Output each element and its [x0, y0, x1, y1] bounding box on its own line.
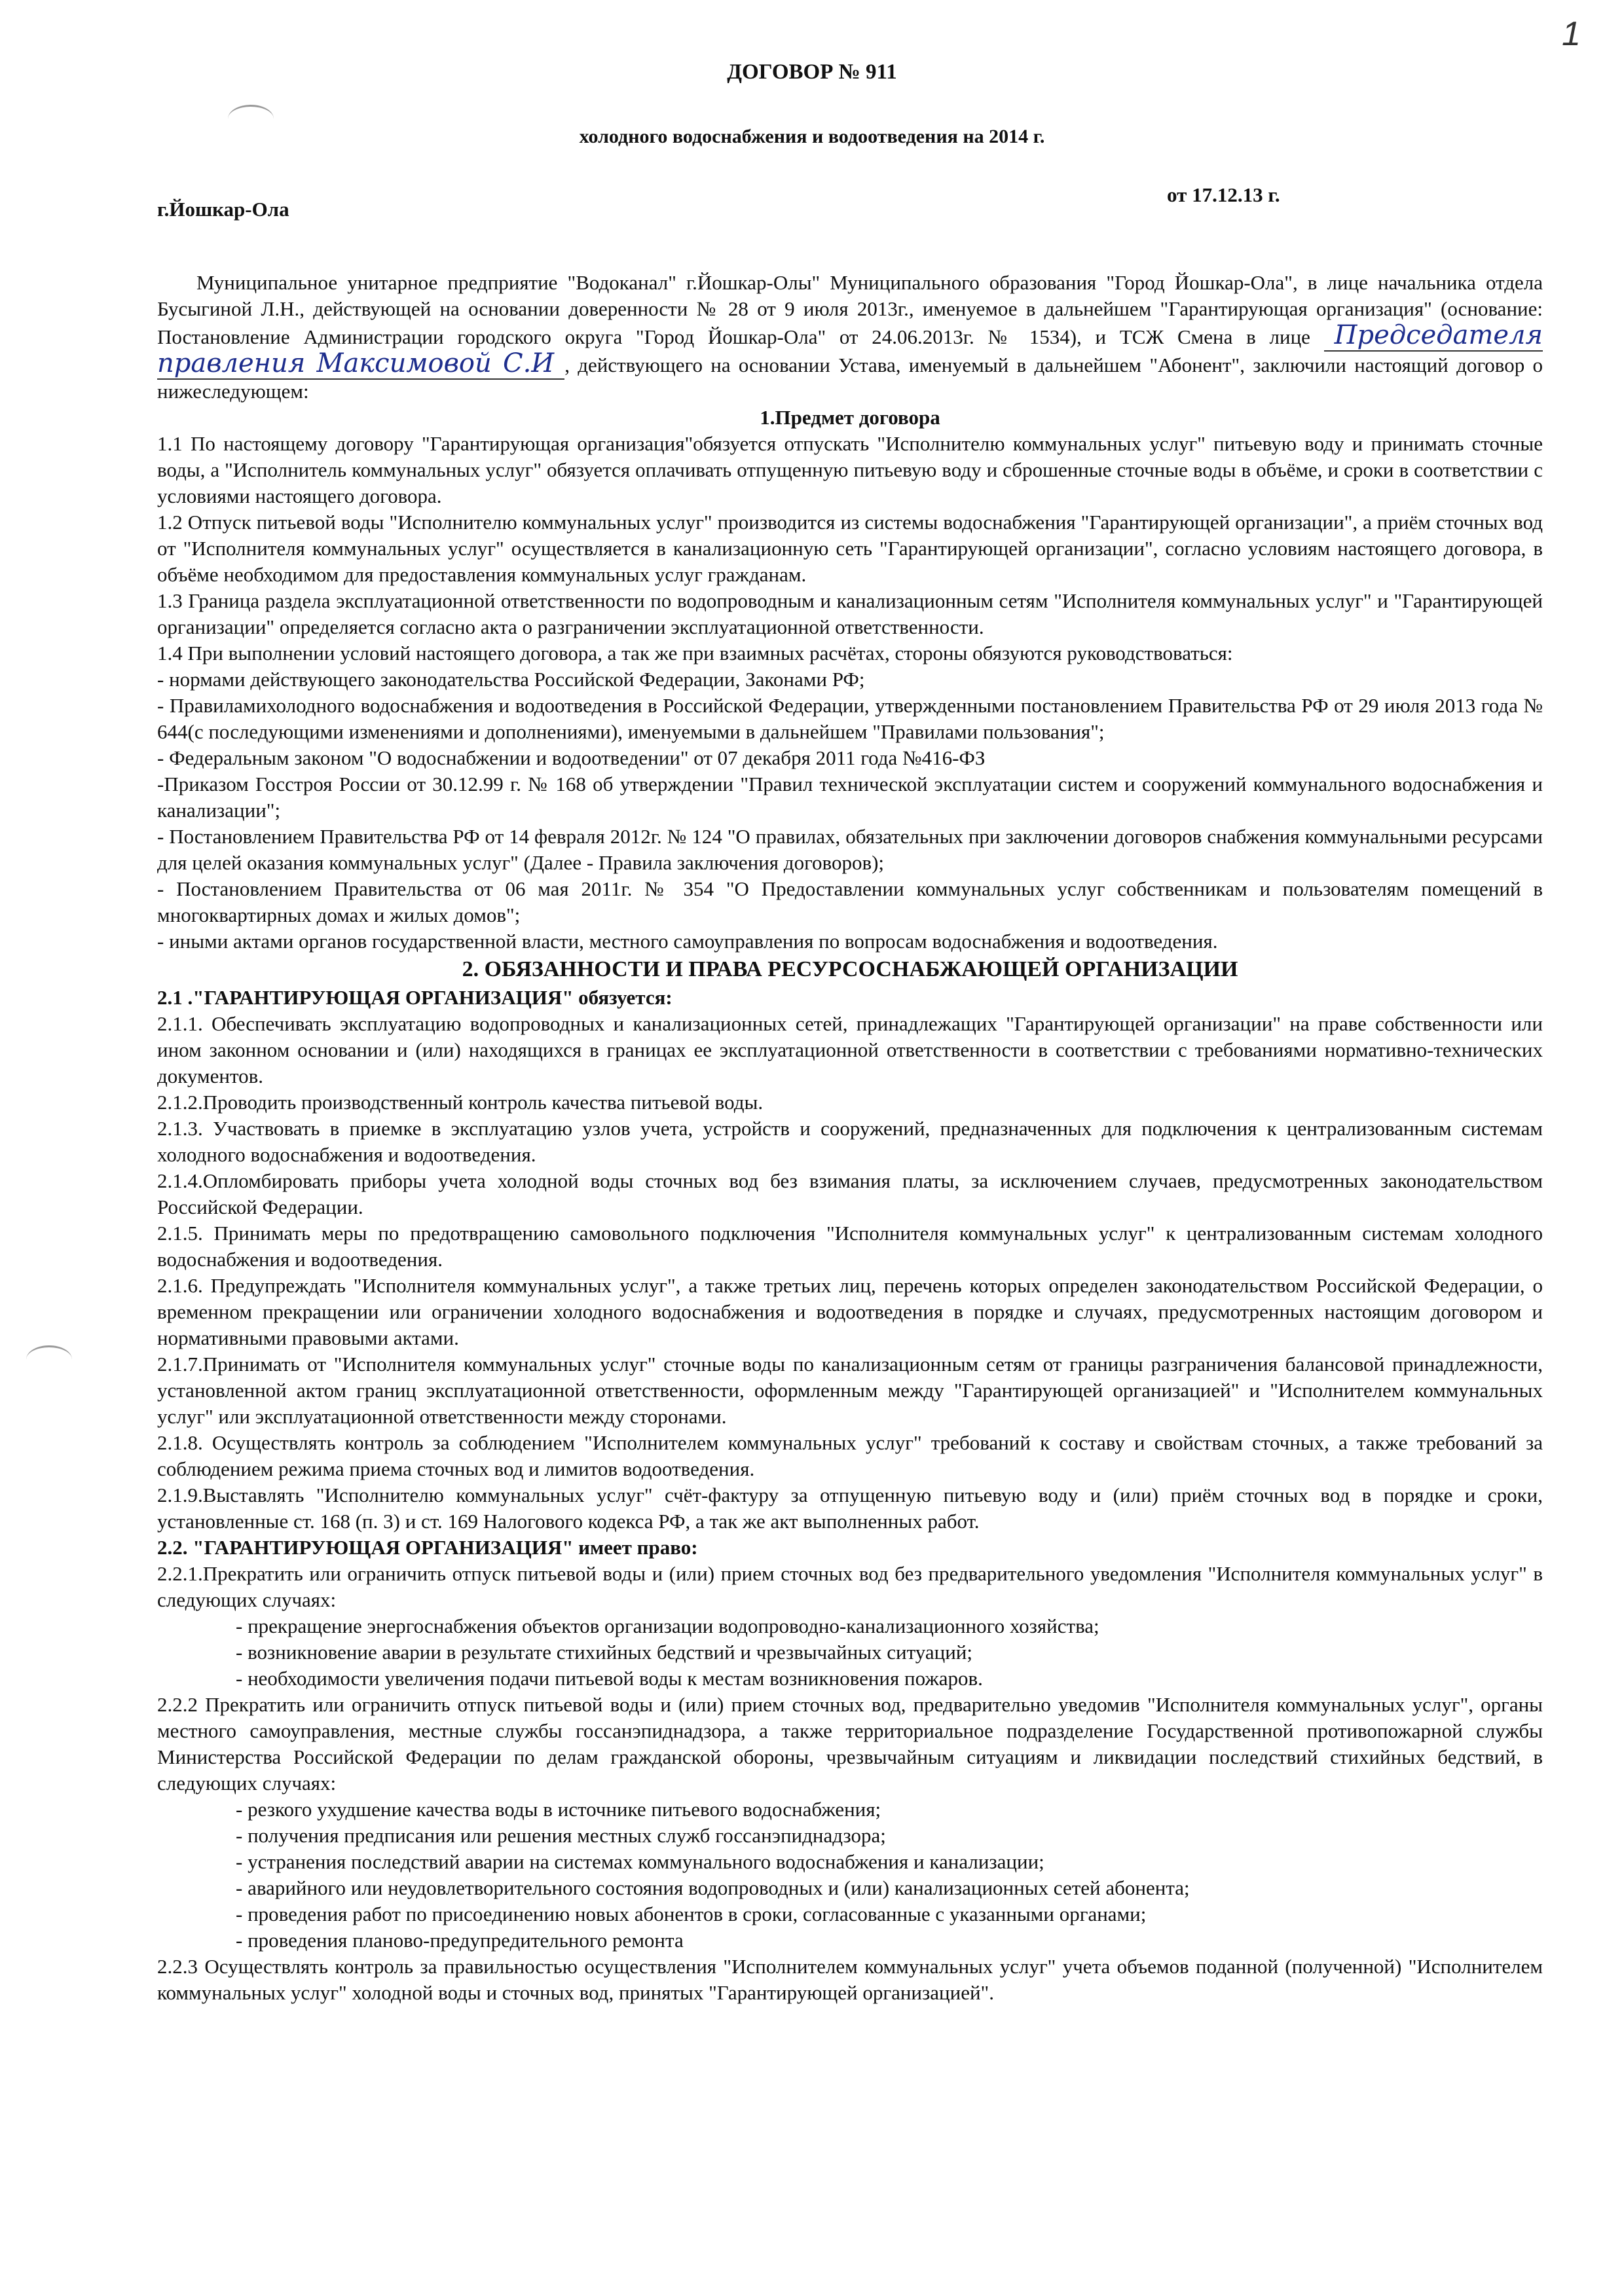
- clause-2-1-6: 2.1.6. Предупреждать "Исполнителя коммунальных услуг", а также третьих лиц, перечень которых определен законодательством Российской Федерации, о временном прекращении или ограничении холодного водоснабжения и водоотведения в порядке и случаях, предусмотренных настоящим договором и нормативными правовыми актами.: [157, 1274, 1543, 1349]
- case-item: - проведения планово-предупредительного ремонта: [236, 1929, 684, 1952]
- paragraph-1-4: 1.4 При выполнении условий настоящего договора, а так же при взаимных расчётах, стороны обязуются руководствоваться:: [157, 642, 1233, 665]
- contract-body: [157, 270, 1543, 2006]
- clause-2-1-3: 2.1.3. Участвовать в приемке в эксплуатацию узлов учета, устройств и сооружений, предназначенных для подключения к централизованным системам холодного водоснабжения и водоотведения.: [157, 1117, 1543, 1166]
- case-item: - устранения последствий аварии на системах коммунального водоснабжения и канализации;: [236, 1850, 1044, 1873]
- paragraph-1-3: 1.3 Граница раздела эксплуатационной ответственности по водопроводным и канализационным сетям "Исполнителя коммунальных услуг" и "Гарантирующей организации" определяется согласно акта о разграничении эксплуатационной ответственности.: [157, 589, 1543, 638]
- law-item: - Постановлением Правительства от 06 мая 2011г. № 354 "О Предоставлении коммунальных услуг собственникам и пользователям помещений в многоквартирных домах и жилых домов";: [157, 877, 1543, 926]
- paragraph-1-1: 1.1 По настоящему договору "Гарантирующая организация"обязуется отпускать "Исполнителю коммунальных услуг" питьевую воду и принимать сточные воды, а "Исполнитель коммунальных услуг" обязуется оплачивать отпущенную питьевую воду и сброшенные сточные воды в объёме, и сроки в соответствии с условиями настоящего договора.: [157, 432, 1543, 507]
- case-item: - возникновение аварии в результате стихийных бедствий и чрезвычайных ситуаций;: [236, 1641, 972, 1664]
- contract-date: от 17.12.13 г.: [1167, 183, 1280, 206]
- subsection-2-2-heading: 2.2. "ГАРАНТИРУЮЩАЯ ОРГАНИЗАЦИЯ" имеет право:: [157, 1536, 698, 1559]
- intro-part1: Муниципальное унитарное предприятие "Водоканал" г.Йошкар-Олы" Муниципального образования "Город Йошкар-Ола", в лице начальника отдела Бусыгиной Л.Н., действующей на основании доверенности № 28 от 9 июля 2013г., именуемое в дальнейшем "Гарантирующая организация" (основание: Постановление Администрации городского округа "Город Йошкар-Ола" от 24.06.2013г. № 1534), и ТСЖ Смена в лице: [157, 271, 1543, 348]
- contract-subtitle: холодного водоснабжения и водоотведения на 2014 г.: [579, 126, 1045, 147]
- clause-2-2-1: 2.2.1.Прекратить или ограничить отпуск питьевой воды и (или) прием сточных вод без предварительного уведомления "Исполнителя коммунальных услуг" в следующих случаях:: [157, 1562, 1543, 1611]
- clause-2-1-9: 2.1.9.Выставлять "Исполнителю коммунальных услуг" счёт-фактуру за отпущенную питьевую воду и (или) приём сточных вод в порядке и сроки, установленные ст. 168 (п. 3) и ст. 169 Налогового кодекса РФ, а так же акт выполненных работ.: [157, 1484, 1543, 1533]
- clause-2-2-2: 2.2.2 Прекратить или ограничить отпуск питьевой воды и (или) прием сточных вод, предварительно уведомив "Исполнителя коммунальных услуг", органы местного самоуправления, местные службы госсанэпиднадзора, а также территориальное подразделение Государственной противопожарной службы Министерства Российской Федерации по делам гражданской обороны, чрезвычайным ситуациям и ликвидации последствий стихийных бедствий, в следующих случаях:: [157, 1693, 1543, 1795]
- clause-2-1-5: 2.1.5. Принимать меры по предотвращению самовольного подключения "Исполнителя коммунальных услуг" к централизованным системам холодного водоснабжения и водоотведения.: [157, 1222, 1543, 1271]
- law-item: - Постановлением Правительства РФ от 14 февраля 2012г. № 124 "О правилах, обязательных при заключении договоров снабжения коммунальными ресурсами для целей оказания коммунальных услуг" (Далее - Правила заключения договоров);: [157, 825, 1543, 874]
- law-item: - нормами действующего законодательства Российской Федерации, Законами РФ;: [157, 668, 865, 691]
- clause-2-1-8: 2.1.8. Осуществлять контроль за соблюдением "Исполнителем коммунальных услуг" требований к составу и свойствам сточных, а также требований за соблюдением режима приема сточных вод и лимитов водоотведения.: [157, 1431, 1543, 1480]
- case-item: - прекращение энергоснабжения объектов организации водопроводно-канализационного хозяйства;: [236, 1614, 1099, 1637]
- paragraph-1-2: 1.2 Отпуск питьевой воды "Исполнителю коммунальных услуг" производится из системы водоснабжения "Гарантирующей организации", а приём сточных вод от "Исполнителя коммунальных услуг" осуществляется в канализационную сеть "Гарантирующей организации", согласно условиям настоящего договора, в объёме необходимом для предоставления коммунальных услуг гражданам.: [157, 511, 1543, 586]
- case-item: - получения предписания или решения местных служб госсанэпиднадзора;: [236, 1824, 886, 1847]
- law-item: -Приказом Госстроя России от 30.12.99 г. № 168 об утверждении "Правил технической эксплуатации систем и сооружений коммунального водоснабжения и канализации";: [157, 773, 1543, 822]
- page-number: 1: [1562, 15, 1581, 53]
- intro-part2: , действующего на основании Устава, именуемый в дальнейшем "Абонент", заключили настоящий договор о нижеследующем:: [157, 354, 1543, 403]
- section-2-heading: 2. ОБЯЗАННОСТИ И ПРАВА РЕСУРСОСНАБЖАЮЩЕЙ ОРГАНИЗАЦИИ: [462, 957, 1238, 981]
- clause-2-1-7: 2.1.7.Принимать от "Исполнителя коммунальных услуг" сточные воды по канализационным сетям от границы разграничения балансовой принадлежности, установленной актом границ эксплуатационной ответственности, оформленным между "Гарантирующей организацией" и "Исполнителем коммунальных услуг" или эксплуатационной ответственности между сторонами.: [157, 1353, 1543, 1428]
- scan-mark: [26, 1345, 72, 1374]
- subsection-2-1-heading: 2.1 ."ГАРАНТИРУЮЩАЯ ОРГАНИЗАЦИЯ" обязуется:: [157, 986, 673, 1009]
- case-item: - резкого ухудшение качества воды в источнике питьевого водоснабжения;: [236, 1798, 881, 1821]
- clause-2-1-2: 2.1.2.Проводить производственный контроль качества питьевой воды.: [157, 1091, 764, 1114]
- clause-2-2-3: 2.2.3 Осуществлять контроль за правильностью осуществления "Исполнителем коммунальных услуг" учета объемов поданной (полученной) "Исполнителем коммунальных услуг" холодной воды и сточных вод, принятых "Гарантирующей организацией".: [157, 1955, 1543, 2004]
- law-item: - иными актами органов государственной власти, местного самоуправления по вопросам водоснабжения и водоотведения.: [157, 930, 1218, 953]
- clause-2-1-4: 2.1.4.Опломбировать приборы учета холодной воды сточных вод без взимания платы, за исключением случаев, предусмотренных законодательством Российской Федерации.: [157, 1169, 1543, 1218]
- law-item: - Правиламихолодного водоснабжения и водоотведения в Российской Федерации, утвержденными постановлением Правительства РФ от 29 июля 2013 года № 644(с последующими изменениями и дополнениями), именуемыми в дальнейшем "Правилами пользования";: [157, 694, 1543, 743]
- case-item: - необходимости увеличения подачи питьевой воды к местам возникновения пожаров.: [236, 1667, 983, 1690]
- contract-title: ДОГОВОР № 911: [727, 60, 897, 84]
- city: г.Йошкар-Ола: [157, 198, 289, 221]
- law-item: - Федеральным законом "О водоснабжении и водоотведении" от 07 декабря 2011 года №416-ФЗ: [157, 746, 986, 769]
- section-1-heading: 1.Предмет договора: [760, 406, 940, 429]
- clause-2-1-1: 2.1.1. Обеспечивать эксплуатацию водопроводных и канализационных сетей, принадлежащих "Гарантирующей организации" на праве собственности или ином законном основании и (или) находящихся в границах ее эксплуатационной ответственности в соответствии с требованиями нормативно-технических документов.: [157, 1012, 1543, 1087]
- case-item: - проведения работ по присоединению новых абонентов в сроки, согласованные с указанными органами;: [236, 1903, 1147, 1925]
- handwritten-representative: Председателя правления Максимовой С.И: [157, 320, 1543, 378]
- intro-paragraph: [157, 270, 1543, 405]
- case-item: - аварийного или неудовлетворительного состояния водопроводных и (или) канализационных сетей абонента;: [236, 1876, 1190, 1899]
